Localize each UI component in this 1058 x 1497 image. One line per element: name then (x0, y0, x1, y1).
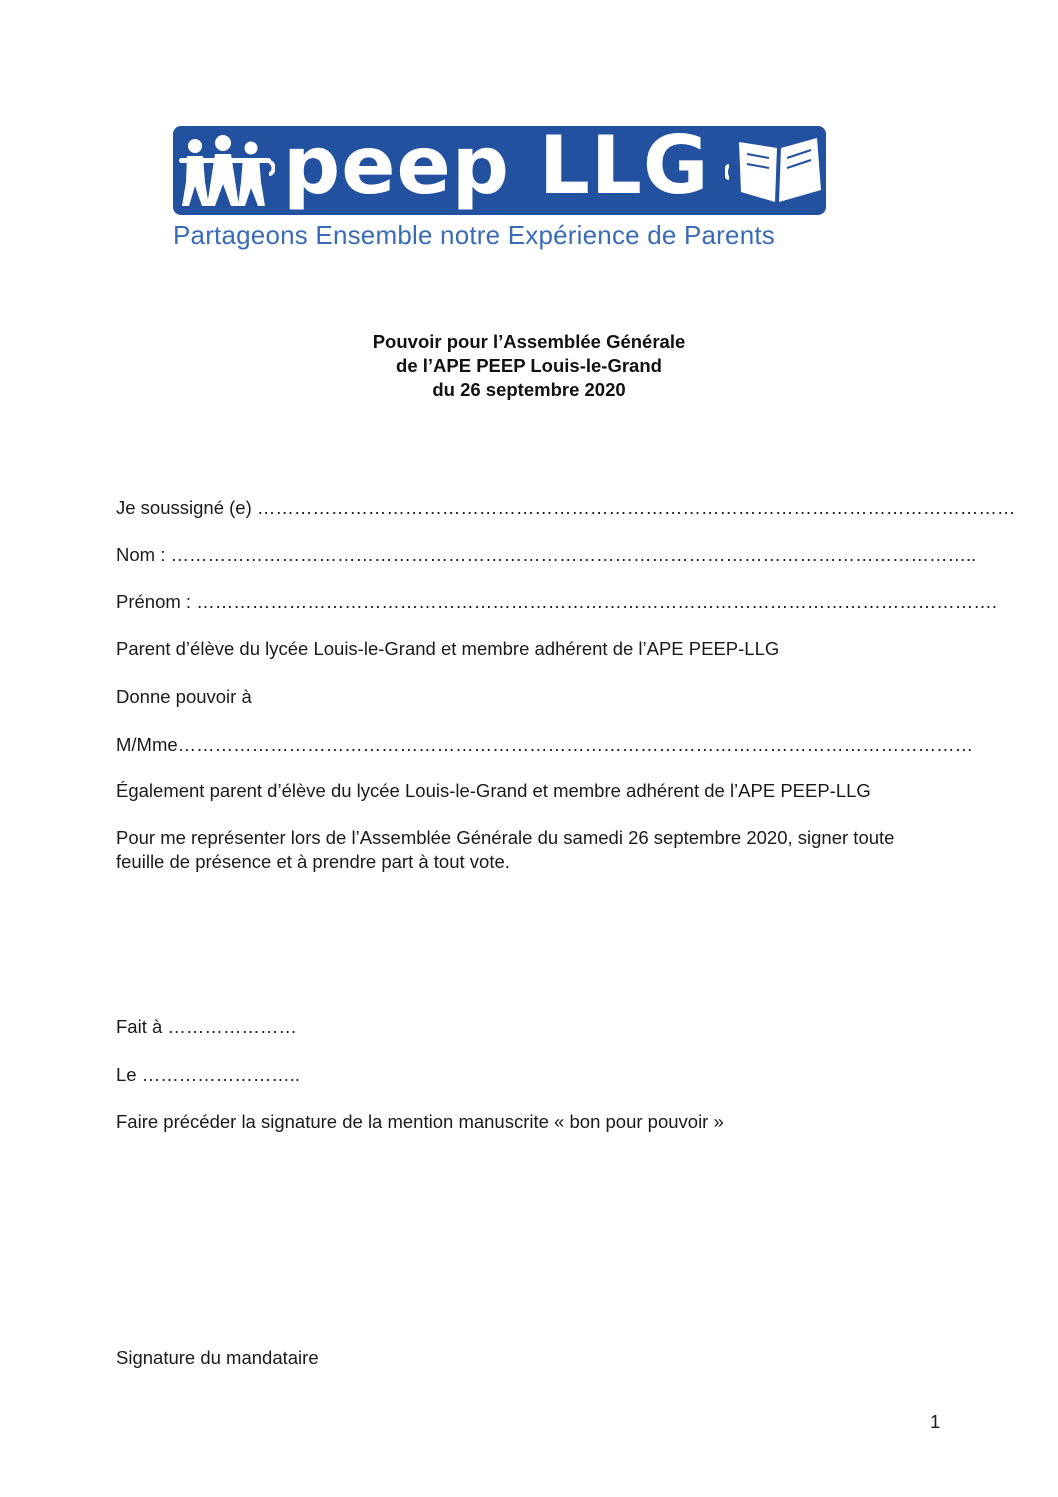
representation-line-1: Pour me représenter lors de l’Assemblée Générale du samedi 26 septembre 2020, signer toute (116, 827, 895, 848)
logo-tagline: Partageons Ensemble notre Expérience de Parents (173, 220, 775, 250)
peep-llg-logo (173, 119, 828, 257)
fait-a-field: Fait à ………………… (116, 1016, 297, 1037)
egalement-statement: Également parent d’élève du lycée Louis-le-Grand et membre adhérent de l’APE PEEP-LLG (116, 780, 871, 801)
parent-statement: Parent d’élève du lycée Louis-le-Grand et membre adhérent de l’APE PEEP-LLG (116, 638, 780, 659)
prenom-field: Prénom : …………………………………………………………………………………………………………………. (116, 591, 997, 612)
mandataire-field: M/Mme………………………………………………………………………………………………………………… (116, 734, 974, 755)
representation-paragraph (116, 826, 946, 874)
donne-pouvoir-label: Donne pouvoir à (116, 686, 252, 707)
representation-line-2: feuille de présence et à prendre part à tout vote. (116, 851, 510, 872)
title-line-3: du 26 septembre 2020 (432, 379, 626, 400)
children-icon (175, 132, 275, 210)
signature-label: Signature du mandataire (116, 1347, 319, 1368)
nom-field: Nom : ………………………………………………………………………………………………………………….. (116, 544, 977, 565)
logo-wordmark: peep LLG (283, 119, 710, 212)
book-icon (725, 132, 825, 210)
title-line-2: de l’APE PEEP Louis-le-Grand (396, 355, 662, 376)
page-number: 1 (930, 1411, 941, 1432)
mention-instruction: Faire précéder la signature de la mention manuscrite « bon pour pouvoir » (116, 1111, 724, 1132)
date-field: Le …………………….. (116, 1064, 300, 1085)
document-title (0, 330, 1058, 402)
title-line-1: Pouvoir pour l’Assemblée Générale (372, 331, 686, 352)
soussigne-field: Je soussigné (e) …………………………………………………………………………………………………………… (116, 497, 1016, 518)
